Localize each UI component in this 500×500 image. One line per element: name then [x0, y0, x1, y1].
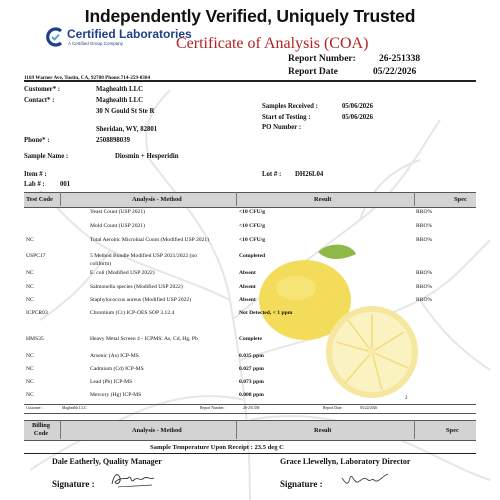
report-date-label: Report Date — [288, 67, 338, 77]
item-label: Item # : — [24, 171, 47, 178]
header-col-divider — [414, 420, 415, 439]
row-spec: RRO% — [416, 209, 433, 215]
row-result: 0.027 ppm — [239, 366, 264, 372]
row-result: Absent — [239, 284, 256, 290]
row-result: <10 CFU/g — [239, 209, 266, 215]
report-number-label: Report Number: — [288, 54, 356, 64]
phone-number: 2508898039 — [96, 137, 130, 144]
row-method-continued: coliform) — [90, 261, 112, 267]
document-title: Certificate of Analysis (COA) — [176, 35, 369, 52]
lab-director-name: Grace Llewellyn, Laboratory Director — [280, 457, 411, 466]
row-result: <10 CFU/g — [239, 237, 266, 243]
strip-customer-label: Customer : — [26, 406, 43, 410]
header-test-code: Test Code — [26, 196, 53, 203]
trust-banner: Independently Verified, Uniquely Trusted — [84, 6, 416, 26]
row-test-code: HMS35 — [26, 336, 44, 342]
signature-divider — [24, 453, 476, 454]
po-number-label: PO Number : — [262, 124, 302, 131]
sample-name: Diosmin + Hesperidin — [115, 153, 179, 160]
contact-label: Contact* : — [24, 97, 55, 104]
results-table-header — [24, 192, 476, 208]
header-result-2: Result — [314, 427, 332, 434]
lab-address: 1169 Warner Ave, Tustin, CA, 92780 Phone:714-259-0384 — [24, 75, 151, 81]
row-result: Not Detected, < 1 ppm — [239, 310, 293, 316]
lemon-illustration — [259, 245, 418, 398]
quality-manager-name: Dale Eatherly, Quality Manager — [52, 457, 162, 466]
customer-city: Sheridan, WY, 82801 — [96, 126, 158, 133]
row-test-code: ICPCR03 — [26, 310, 48, 316]
row-result: <10 CFU/g — [239, 223, 266, 229]
header-spec: Spec — [454, 196, 467, 203]
row-method: E. coli (Modified USP 2022) — [90, 270, 155, 276]
lab-logo — [45, 26, 192, 50]
row-result: Absent — [239, 297, 256, 303]
sample-temperature: Sample Temperature Upon Receipt : 23.5 deg C — [150, 444, 284, 451]
row-test-code: NC — [26, 237, 34, 243]
row-test-code: NC — [26, 353, 34, 359]
row-test-code: NC — [26, 297, 34, 303]
row-spec: RRO% — [416, 297, 433, 303]
row-spec: RRO% — [416, 223, 433, 229]
lab-number: 001 — [60, 181, 71, 188]
row-method: 5 Method Bundle Modified USP 2021/2022 (no — [90, 253, 198, 259]
row-method: Arsenic (As) ICP-MS — [90, 353, 139, 359]
lot-number: DH26L04 — [295, 171, 324, 178]
customer-label: Customer* : — [24, 86, 61, 93]
header-col-divider — [60, 420, 61, 439]
row-spec: RRO% — [416, 237, 433, 243]
report-number: 26-251338 — [379, 54, 421, 64]
logo-name: Certified Laboratories — [67, 27, 192, 41]
row-method: Mercury (Hg) ICP-MS — [90, 392, 142, 398]
row-test-code: NC — [26, 379, 34, 385]
strip-report: 26-251338 — [243, 406, 260, 410]
row-result: Complete — [239, 336, 262, 342]
header-analysis-method-2: Analysis - Method — [132, 427, 182, 434]
strip-date: 05/22/2026 — [360, 406, 378, 410]
header-analysis-method: Analysis - Method — [132, 196, 182, 203]
customer-street: 30 N Gould St Ste R — [96, 108, 155, 115]
signature-label-right: Signature : — [280, 479, 323, 489]
signature-quality-manager — [108, 468, 156, 490]
row-test-code: NC — [26, 392, 34, 398]
samples-received-date: 05/06/2026 — [342, 103, 373, 110]
row-test-code: NC — [26, 366, 34, 372]
header-billing-code: Billing Code — [31, 422, 51, 437]
sample-name-label: Sample Name : — [24, 153, 69, 160]
start-testing-date: 05/06/2026 — [342, 114, 373, 121]
row-method: Salmonella species (Modified USP 2022) — [90, 284, 183, 290]
row-result: 0.035 ppm — [239, 353, 264, 359]
header-col-divider — [236, 420, 237, 439]
billing-table-header — [24, 420, 476, 441]
strip-date-label: Report Date : — [323, 406, 344, 410]
customer-name: Maghealth LLC — [96, 86, 144, 93]
row-method: Mold Count (USP 2021) — [90, 223, 145, 229]
phone-label: Phone* : — [24, 137, 50, 144]
row-method: Chromium (Cr) ICP-OES SOP 3.12.4 — [90, 310, 175, 316]
header-col-divider — [414, 192, 415, 206]
row-method: Heavy Metal Screen 4 - ICPMS: As, Cd, Hg, Pb — [90, 336, 198, 342]
row-method: Cadmium (Cd) ICP-MS — [90, 366, 144, 372]
signature-lab-director — [340, 470, 390, 490]
report-date: 05/22/2026 — [373, 67, 417, 77]
row-spec: RRO% — [416, 270, 433, 276]
strip-report-label: Report Number : — [200, 406, 226, 410]
logo-c-icon — [45, 27, 65, 47]
row-result: Absent — [239, 270, 256, 276]
header-spec-2: Spec — [446, 427, 459, 434]
lab-label: Lab # : — [24, 181, 45, 188]
row-test-code: NC — [26, 284, 34, 290]
signature-label-left: Signature : — [52, 479, 95, 489]
strip-customer: Maghealth LLC — [62, 406, 87, 410]
row-method: Staphylococcus aureus (Modified USP 2022) — [90, 297, 192, 303]
header-col-divider — [60, 192, 61, 206]
row-method: Total Aerobic Microbial Count (Modified USP 2021) — [90, 237, 210, 243]
header-result: Result — [314, 196, 332, 203]
row-test-code: USPC17 — [26, 253, 46, 259]
header-col-divider — [236, 192, 237, 206]
logo-subtitle: A Certified Group Company — [68, 41, 124, 46]
contact-name: Maghealth LLC — [96, 97, 144, 104]
samples-received-label: Samples Received : — [262, 103, 318, 110]
row-result: Completed — [239, 253, 266, 259]
row-test-code: NC — [26, 270, 34, 276]
row-result: 0.008 ppm — [239, 392, 264, 398]
start-testing-label: Start of Testing : — [262, 114, 311, 121]
row-method: Lead (Pb) ICP-MS — [90, 379, 133, 385]
lot-label: Lot # : — [262, 171, 282, 178]
row-result: 0.073 ppm — [239, 379, 264, 385]
page-number: 2 — [405, 396, 408, 401]
row-spec: RRO% — [416, 284, 433, 290]
row-method: Yeast Count (USP 2021) — [90, 209, 146, 215]
